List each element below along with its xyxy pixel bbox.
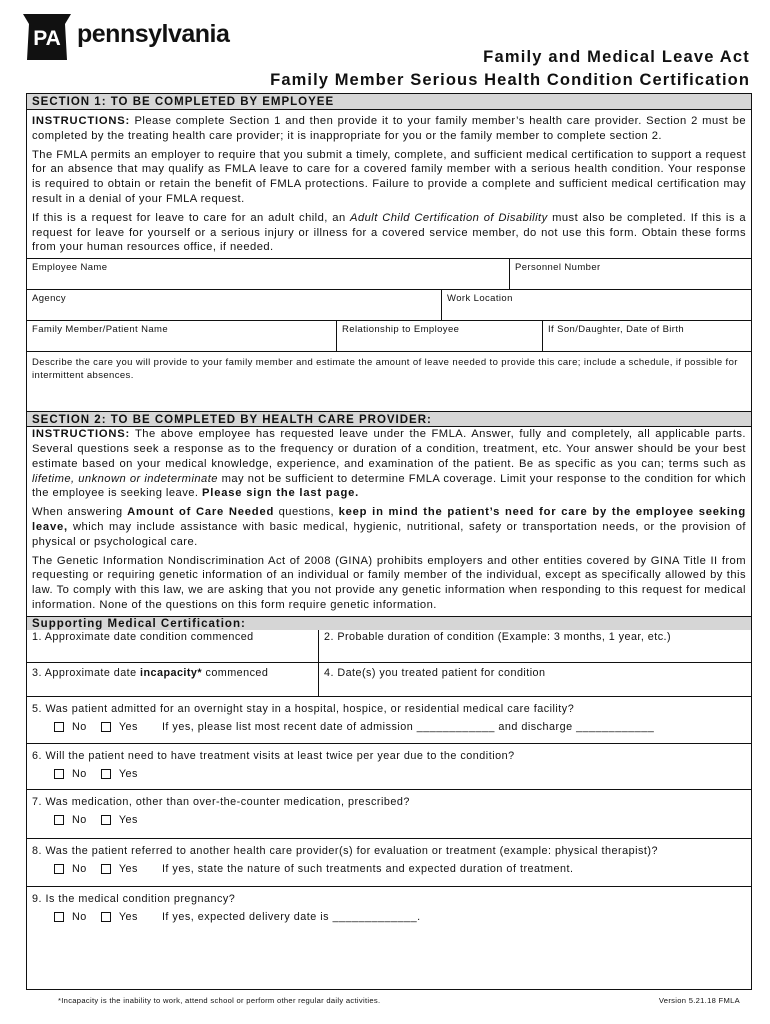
section2-heading: SECTION 2: TO BE COMPLETED BY HEALTH CARE PROVIDER: xyxy=(27,411,751,427)
q4-field[interactable] xyxy=(318,663,751,696)
q6-no-checkbox[interactable] xyxy=(54,769,64,779)
question-8 xyxy=(27,838,751,886)
q5-no-checkbox[interactable] xyxy=(54,722,64,732)
describe-care-label: Describe the care you will provide to your family member and estimate the amount of leave needed to provide this care; include a schedule, if possible for intermittent absences. xyxy=(32,357,738,382)
q3-field[interactable] xyxy=(27,663,318,696)
q3-q4-row xyxy=(27,662,751,696)
section2-care-needed-paragraph: When answering Amount of Care Needed questions, keep in mind the patient’s need for care by the employee seeking leave, which may include assistance with basic medical, hygienic, nutritional, safety or transportation needs, or the provision of physical or psychological care. xyxy=(32,506,746,548)
family-member-label: Family Member/Patient Name xyxy=(32,324,169,336)
family-member-field[interactable] xyxy=(27,321,336,351)
q9-no-checkbox[interactable] xyxy=(54,912,64,922)
keystone-icon xyxy=(21,10,73,62)
question-7 xyxy=(27,789,751,838)
personnel-number-field[interactable] xyxy=(509,259,751,289)
section1-paragraph-adult-child: If this is a request for leave to care for an adult child, an Adult Child Certification of Disability must also be completed. If this is a request for leave for yourself or a serious injury or illness for a covered service member, do not use this form. Obtain these forms from your human resources office, if needed. xyxy=(32,211,747,254)
q8-yes-option[interactable]: Yes xyxy=(101,863,138,875)
q8-no-option[interactable]: No xyxy=(54,863,87,875)
q5-yes-option[interactable]: Yes xyxy=(101,721,138,733)
relationship-field[interactable] xyxy=(336,321,542,351)
q6-label: 6. Will the patient need to have treatment visits at least twice per year due to the condition? xyxy=(32,749,515,762)
q5-no-option[interactable]: No xyxy=(54,721,87,733)
q9-yes-option[interactable]: Yes xyxy=(101,911,138,923)
dob-field[interactable] xyxy=(542,321,751,351)
section2-gina-paragraph: The Genetic Information Nondiscrimination Act of 2008 (GINA) prohibits employers and other entities covered by GINA Title II from requesting or requiring genetic information of an individual or family member of the individual, except as specifically allowed by this law. To comply with this law, we are asking that you not provide any genetic information when responding to this request for medical information. None of the questions on this form require genetic information. xyxy=(32,554,746,611)
q7-no-option[interactable]: No xyxy=(54,814,87,826)
logo-initials: PA xyxy=(33,27,61,50)
agency-row xyxy=(27,289,751,320)
q7-yes-option[interactable]: Yes xyxy=(101,814,138,826)
q6-yes-option[interactable]: Yes xyxy=(101,768,138,780)
question-9 xyxy=(27,886,751,946)
q4-label: 4. Date(s) you treated patient for condition xyxy=(324,666,546,679)
q6-no-option[interactable]: No xyxy=(54,768,87,780)
section1-paragraph-fmla: The FMLA permits an employer to require that you submit a timely, complete, and sufficient medical certification to support a request for an absence that may qualify as FMLA leave to care for a covered family member with a serious health condition. Your response is required to obtain or retain the benefit of FMLA protections. Failure to provide a complete and sufficient medical certification may result in a denial of your FMLA request. xyxy=(32,148,746,205)
employee-name-label: Employee Name xyxy=(32,262,108,274)
personnel-number-label: Personnel Number xyxy=(515,262,601,274)
page-header xyxy=(0,0,770,92)
q7-label: 7. Was medication, other than over-the-counter medication, prescribed? xyxy=(32,795,410,808)
q5-admission-dates[interactable]: If yes, please list most recent date of admission ____________ and discharge ____________ xyxy=(161,720,655,733)
version-label: Version 5.21.18 FMLA xyxy=(658,996,740,1005)
q9-no-option[interactable]: No xyxy=(54,911,87,923)
section2-instructions: INSTRUCTIONS: The above employee has requested leave under the FMLA. Answer, fully and completely, all applicable parts. Several questions seek a response as to the frequency or duration of a condition, treatment, etc. Your answer should be your best estimate based on your medical knowledge, experience, and examination of the patient. Be as specific as you can; terms such as lifetime, unknown or indeterminate may not be sufficient to determine FMLA coverage. Limit your response to the condition for which the employee is seeking leave. Please sign the last page. xyxy=(32,428,746,500)
q1-field[interactable] xyxy=(27,630,318,662)
form-subtitle: Family Member Serious Health Condition Certification xyxy=(270,71,750,89)
q8-treatment-details[interactable]: If yes, state the nature of such treatments and expected duration of treatment. xyxy=(161,862,574,875)
q1-label: 1. Approximate date condition commenced xyxy=(32,630,254,643)
question-5 xyxy=(27,696,751,743)
agency-field[interactable] xyxy=(27,290,441,320)
form-title: Family and Medical Leave Act xyxy=(483,48,750,66)
q8-no-checkbox[interactable] xyxy=(54,864,64,874)
relationship-label: Relationship to Employee xyxy=(342,324,460,336)
q3-label: 3. Approximate date incapacity* commenced xyxy=(32,666,269,679)
q9-delivery-date[interactable]: If yes, expected delivery date is _____________. xyxy=(161,910,421,923)
family-member-row xyxy=(27,320,751,351)
question-6 xyxy=(27,743,751,789)
work-location-field[interactable] xyxy=(441,290,751,320)
q9-label: 9. Is the medical condition pregnancy? xyxy=(32,892,236,905)
incapacity-footnote: *Incapacity is the inability to work, attend school or perform other regular daily activities. xyxy=(58,996,381,1005)
q7-no-checkbox[interactable] xyxy=(54,815,64,825)
agency-label: Agency xyxy=(32,293,67,305)
employee-row xyxy=(27,258,751,289)
q7-yes-checkbox[interactable] xyxy=(101,815,111,825)
q5-yes-checkbox[interactable] xyxy=(101,722,111,732)
describe-care-row xyxy=(27,351,751,411)
q2-field[interactable] xyxy=(318,630,751,662)
q1-q2-row xyxy=(27,630,751,662)
dob-label: If Son/Daughter, Date of Birth xyxy=(548,324,685,336)
work-location-label: Work Location xyxy=(447,293,513,305)
fmla-form xyxy=(26,93,752,990)
describe-care-field[interactable] xyxy=(27,352,751,411)
q9-yes-checkbox[interactable] xyxy=(101,912,111,922)
q5-label: 5. Was patient admitted for an overnight stay in a hospital, hospice, or residential medical care facility? xyxy=(32,702,575,715)
q2-label: 2. Probable duration of condition (Example: 3 months, 1 year, etc.) xyxy=(324,630,672,643)
q8-label: 8. Was the patient referred to another health care provider(s) for evaluation or treatment (example: physical therapist)? xyxy=(32,844,659,857)
logo-wordmark: pennsylvania xyxy=(77,19,230,48)
section1-instructions: INSTRUCTIONS: Please complete Section 1 and then provide it to your family member’s health care provider. Section 2 must be completed by the treating health care provider; it is inappropriate for you or the family member to complete section 2. xyxy=(32,115,746,142)
q8-yes-checkbox[interactable] xyxy=(101,864,111,874)
supporting-heading: Supporting Medical Certification: xyxy=(27,616,751,630)
employee-name-field[interactable] xyxy=(27,259,509,289)
pa-logo xyxy=(21,10,229,62)
q6-yes-checkbox[interactable] xyxy=(101,769,111,779)
section1-heading: SECTION 1: TO BE COMPLETED BY EMPLOYEE xyxy=(27,94,751,110)
